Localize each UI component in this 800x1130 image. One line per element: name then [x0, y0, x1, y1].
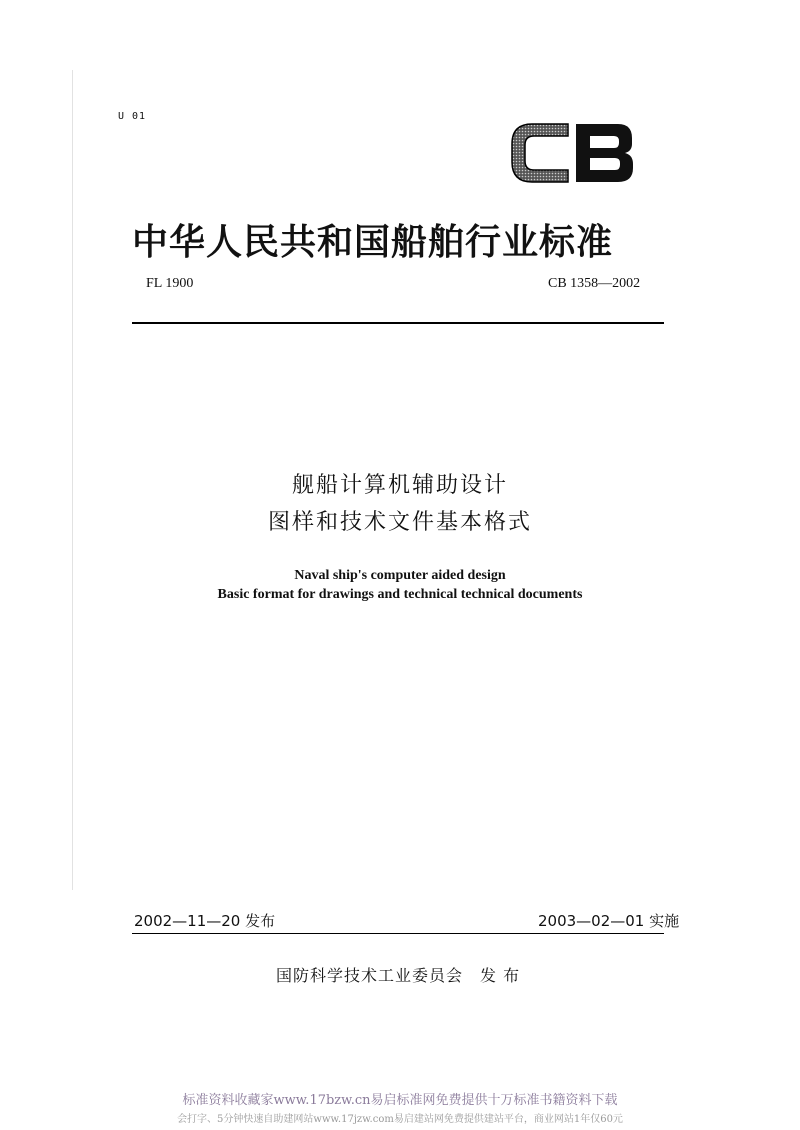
title-en-line1: Naval ship's computer aided design — [294, 568, 506, 583]
title-cn-line2: 图样和技术文件基本格式 — [267, 510, 532, 535]
standard-number: CB 1358—2002 — [548, 276, 641, 291]
title-cn-line1: 舰船计算机辅助设计 — [291, 473, 508, 498]
implementation-date: 2003—02—01 实施 — [538, 912, 680, 930]
footer-link-line2[interactable]: 会打字、5分钟快速自助建网站www.17jzw.com易启建站网免费提供建站平台，商业网站1年仅60元 — [177, 1114, 623, 1125]
cb-logo — [506, 118, 638, 188]
title-en-line2: Basic format for drawings and technical technical documents — [217, 587, 583, 602]
fl-number: FL 1900 — [146, 276, 194, 291]
classification-code: U 01 — [118, 111, 147, 122]
standard-title: 中华人民共和国船舶行业标准 — [132, 222, 614, 263]
header-rule — [132, 322, 664, 324]
footer-rule — [132, 933, 664, 934]
footer-link-line1[interactable]: 标准资料收藏家www.17bzw.cn易启标准网免费提供十万标准书籍资料下载 — [182, 1093, 618, 1108]
publisher: 国防科学技术工业委员会 发 布 — [276, 966, 521, 985]
issue-date: 2002—11—20 发布 — [134, 912, 276, 930]
